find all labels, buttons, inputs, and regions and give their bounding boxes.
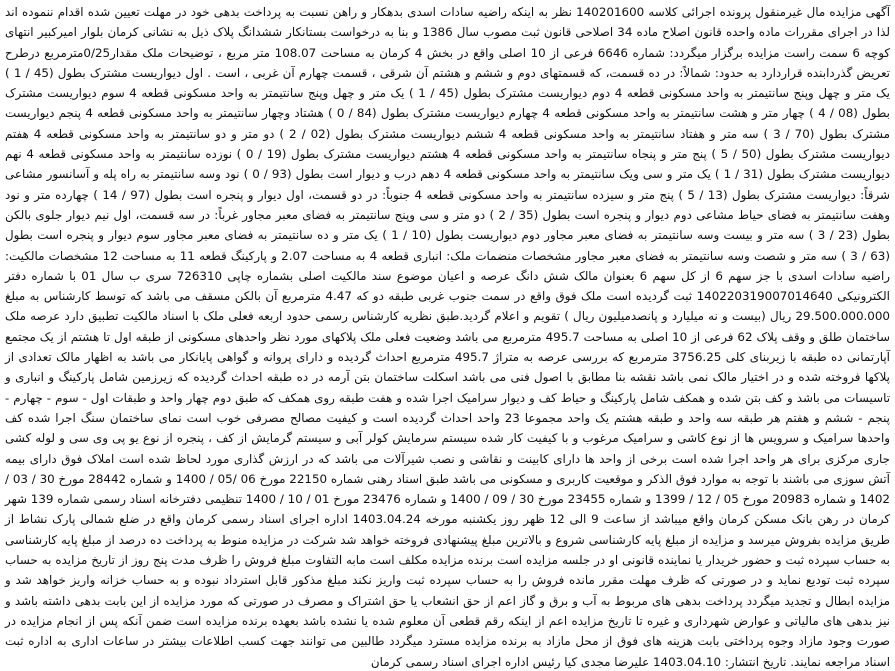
notice-body-text: آگهی مزایده مال غیرمنقول پرونده اجرائی کلاسه 140201600 نظر به اینکه راضیه سادات اسدی بدهکار و راهن نسبت به پرداخت بدهی خود در مهلت تعیین شده اقدام ننموده اند لذا در اجرای مقررات ماده واحده قانون اصلاح ماده 34 اصلاحی قانون ثبت مصوب سال 1386 و بنا به درخواست بستانکار ششدانگ پلاک ذیل به نشانی کرمان بلوار امیرکبیر انتهای کوچه 6 سمت راست مزایده برگزار میگردد: شماره 6646 فرعی از 10 اصلی واقع در بخش 4 کرمان به مساحت 108.07 متر مربع ، توضیحات ملک مقدار0/25مترمربع درطرح تعریض گذردابنده قراردارد به حدود: شمالاً: در ده قسمت، که قسمتهای دوم و ششم و هشتم آن شرقی ، قسمت چهارم آن غربی ، است . اول دیواریست مشترک بطول (45 / 1 ) یک متر و چهل وپنج سانتیمتر به واحد مسکونی قطعه 4 دوم دیواریست مشترک بطول (45 / 1 ) یک متر و چهل وپنج سانتیمتر به واحد مسکونی قطعه 4 سوم دیواریست مشترک بطول (08 / 4 ) چهار متر و هشت سانتیمتر به واحد مسکونی قطعه 4 چهارم دیواریست مشترک بطول (84 / 0 ) هشتاد وچهار سانتیمتر به واحد مسکونی قطعه 4 پنجم دیواریست مشترک بطول (70 / 3 ) سه متر و هفتاد سانتیمتر به واحد مسکونی قطعه 4 ششم دیواریست مشترک بطول (02 / 2 ) دو متر و دو سانتیمتر به واحد مسکونی قطعه 4 هفتم دیواریست مشترک بطول (50 / 5 ) پنج متر و پنجاه سانتیمتر به واحد مسکونی قطعه 4 هشتم دیواریست مشترک بطول (19 / 0 ) نوزده سانتیمتر به واحد مسکونی قطعه 4 نهم دیواریست مشترک بطول (31 / 1 ) یک متر و سی ویک سانتیمتر به واحد مسکونی قطعه 4 دهم درب و دیوار است بطول (93 / 0 ) نود وسه سانتیمتر به راه پله و آسانسور مشاعی شرقاً: دیواریست مشترک بطول (13 / 5 ) پنج متر و سیزده سانتیمتر به واحد مسکونی قطعه 4 جنوباً: در دو قسمت، اول دیوار و پنجره است بطول (97 / 14 ) چهارده متر و نود وهفت سانتیمتر به فضای حیاط مشاعی دوم دیوار و پنجره است بطول (35 / 2 ) دو متر و سی وپنج سانتیمتر به فضای معبر مجاور غرباً: در سه قسمت، اول نیم دیوار جلوی بالکن بطول (23 / 3 ) سه متر و بیست وسه سانتیمتر به فضای معبر مجاور دوم دیواریست بطول (10 / 1 ) یک متر و ده سانتیمتر به فضای معبر مجاور سوم دیوار و پنجره است بطول (63 / 3 ) سه متر و شصت وسه سانتیمتر به فضای معبر مجاور مشخصات منضمات ملک: انباری قطعه 4 به مساحت 2.07 و پارکینگ قطعه 11 به مساحت 12 مشخصات مالکیت: راضیه سادات اسدی با جز سهم 6 از کل سهم 6 بعنوان مالک شش دانگ عرصه و اعیان موضوع سند مالکیت اصلی بشماره چاپی 726310 سری ب سال 01 با شماره دفتر الکترونیکی 140220319007014640 ثبت گردیده است ملک فوق واقع در سمت جنوب غربی طبقه دو که 4.47 مترمربع آن بالکن مسقف می باشد که توسط کارشناس به مبلغ 29.500.000.000 ریال (بیست و نه میلیارد و پانصدمیلیون ریال ) تقویم و اعلام گردید.طبق نظریه کارشناس رسمی حدود اربعه فعلی ملک با اسناد مالکیت تطبیق دارد عرصه ملک ساختمان طلق و وقف پلاک 62 فرعی از 10 اصلی به مساحت 495.7 مترمربع می باشد وضعیت فعلی ملک پلاکهای مورد نظر واحدهای مسکونی از طبقه اول تا هشتم از یک مجتمع آپارتمانی ده طبقه با زیربنای کلی 3756.25 مترمربع که بررسی عرصه به متراژ 495.7 مترمربع احداث گردیده و دارای پروانه و گواهی پایانکار می باشد به اظهار مالک تعدادی از پلاکها فروخته شده و در اختیار مالک نمی باشد نقشه بنا مطابق با اصول فنی می باشد اسکلت ساختمان بتن آرمه در ده طبقه احداث گردیده که زیرزمین شامل پارکینگ و انباری و تاسیسات می باشد و کف بتن شده و همکف شامل پارکینگ و حیاط کف و دیوار سرامیک اجرا شده و هفت طبقه روی همکف که طبق دوم چهار واحد و طبقات اول - سوم - چهارم - پنجم - ششم و هفتم هر طبقه سه واحد و طبقه هشتم یک واحد مجموعا 23 واحد احداث گردیده است و کیفیت مصالح مصرفی خوب است نمای ساختمان سنگ اجرا شده کف واحدها سرامیک و سرویس ها از نوع کاشی و سرامیک مرغوب و با کیفیت کار شده سیستم سرمایش کولر آبی و سیستم گرمایش از کف ، پنجره از نوع یو پی وی سی و لوله کشی جاری مرکزی برای هر واحد اجرا شده است برخی از واحد ها دارای کابینت و نقاشی و نصب شیرآلات می باشد که در ارزش گذاری مورد لحاظ شده است املاک فوق دارای بیمه آتش سوزی می باشند با توجه به موارد فوق الذکر و موقعیت کاربری و مسکونی می باشد طبق اسناد رهنی شماره 22150 مورخ 06 /05 / 1400 و شماره 28442 مورخ 30 / 03 / 1402 و شماره 20983 مورخ 05 / 12 / 1399 و شماره 23455 مورخ 30 / 09 / 1400 و شماره 23476 مورخ 01 / 10 / 1400 تنظیمی دفترخانه اسناد رسمی شماره 139 شهر کرمان در رهن بانک مسکن کرمان واقع میباشد از ساعت 9 الی 12 ظهر روز یکشنبه مورخه 1403.04.24 اداره اجرای اسناد رسمی کرمان واقع در ضلع شمالی پارک نشاط از طریق مزایده بفروش میرسد و مزایده از مبلغ پایه کارشناسی شروع و بالاترین مبلغ پیشنهادی فروخته خواهد شد شرکت در مزایده منوط به پرداخت ده درصد از مبلغ پایه کارشناسی به حساب سپرده ثبت و حضور خریدار یا نماینده قانونی او در جلسه مزایده است برنده مزایده مکلف است مابه التفاوت مبلغ فروش را ظرف مدت پنج روز از تاریخ مزایده به حساب سپرده ثبت تودیع نماید و در صورتی که ظرف مهلت مقرر مانده فروش را به حساب سپرده ثبت واریز نکند مبلغ مذکور قابل استرداد نبوده و به حساب خزانه واریز خواهد شد و مزایده ابطال و تجدید میگردد پرداخت بدهی های مربوط به آب و برق و گاز اعم از حق انشعاب یا حق اشتراک و مصرف در صورتی که مورد مزایده از این بابت بدهی داشته باشد و نیز بدهی های مالیاتی و عوارض شهرداری و غیره تا تاریخ مزایده اعم از اینکه رقم قطعی آن معلوم شده یا نشده باشد بعهده برنده مزایده است ضمن آنکه پس از انجام مزایده در صورت وجود مازاد وجوه پرداختی بابت هزینه های فوق از محل مازاد به برنده مزایده مسترد میگردد طالبین می توانند جهت کسب اطلاعات بیشتر در ساعات اداری به اداره ثبت اسناد مراجعه نمایند. تاریخ انتشار: 1403.04.10 علیرضا مجدی کیا رئیس اداره اجرای اسناد رسمی کرمان	[5, 5, 891, 669]
